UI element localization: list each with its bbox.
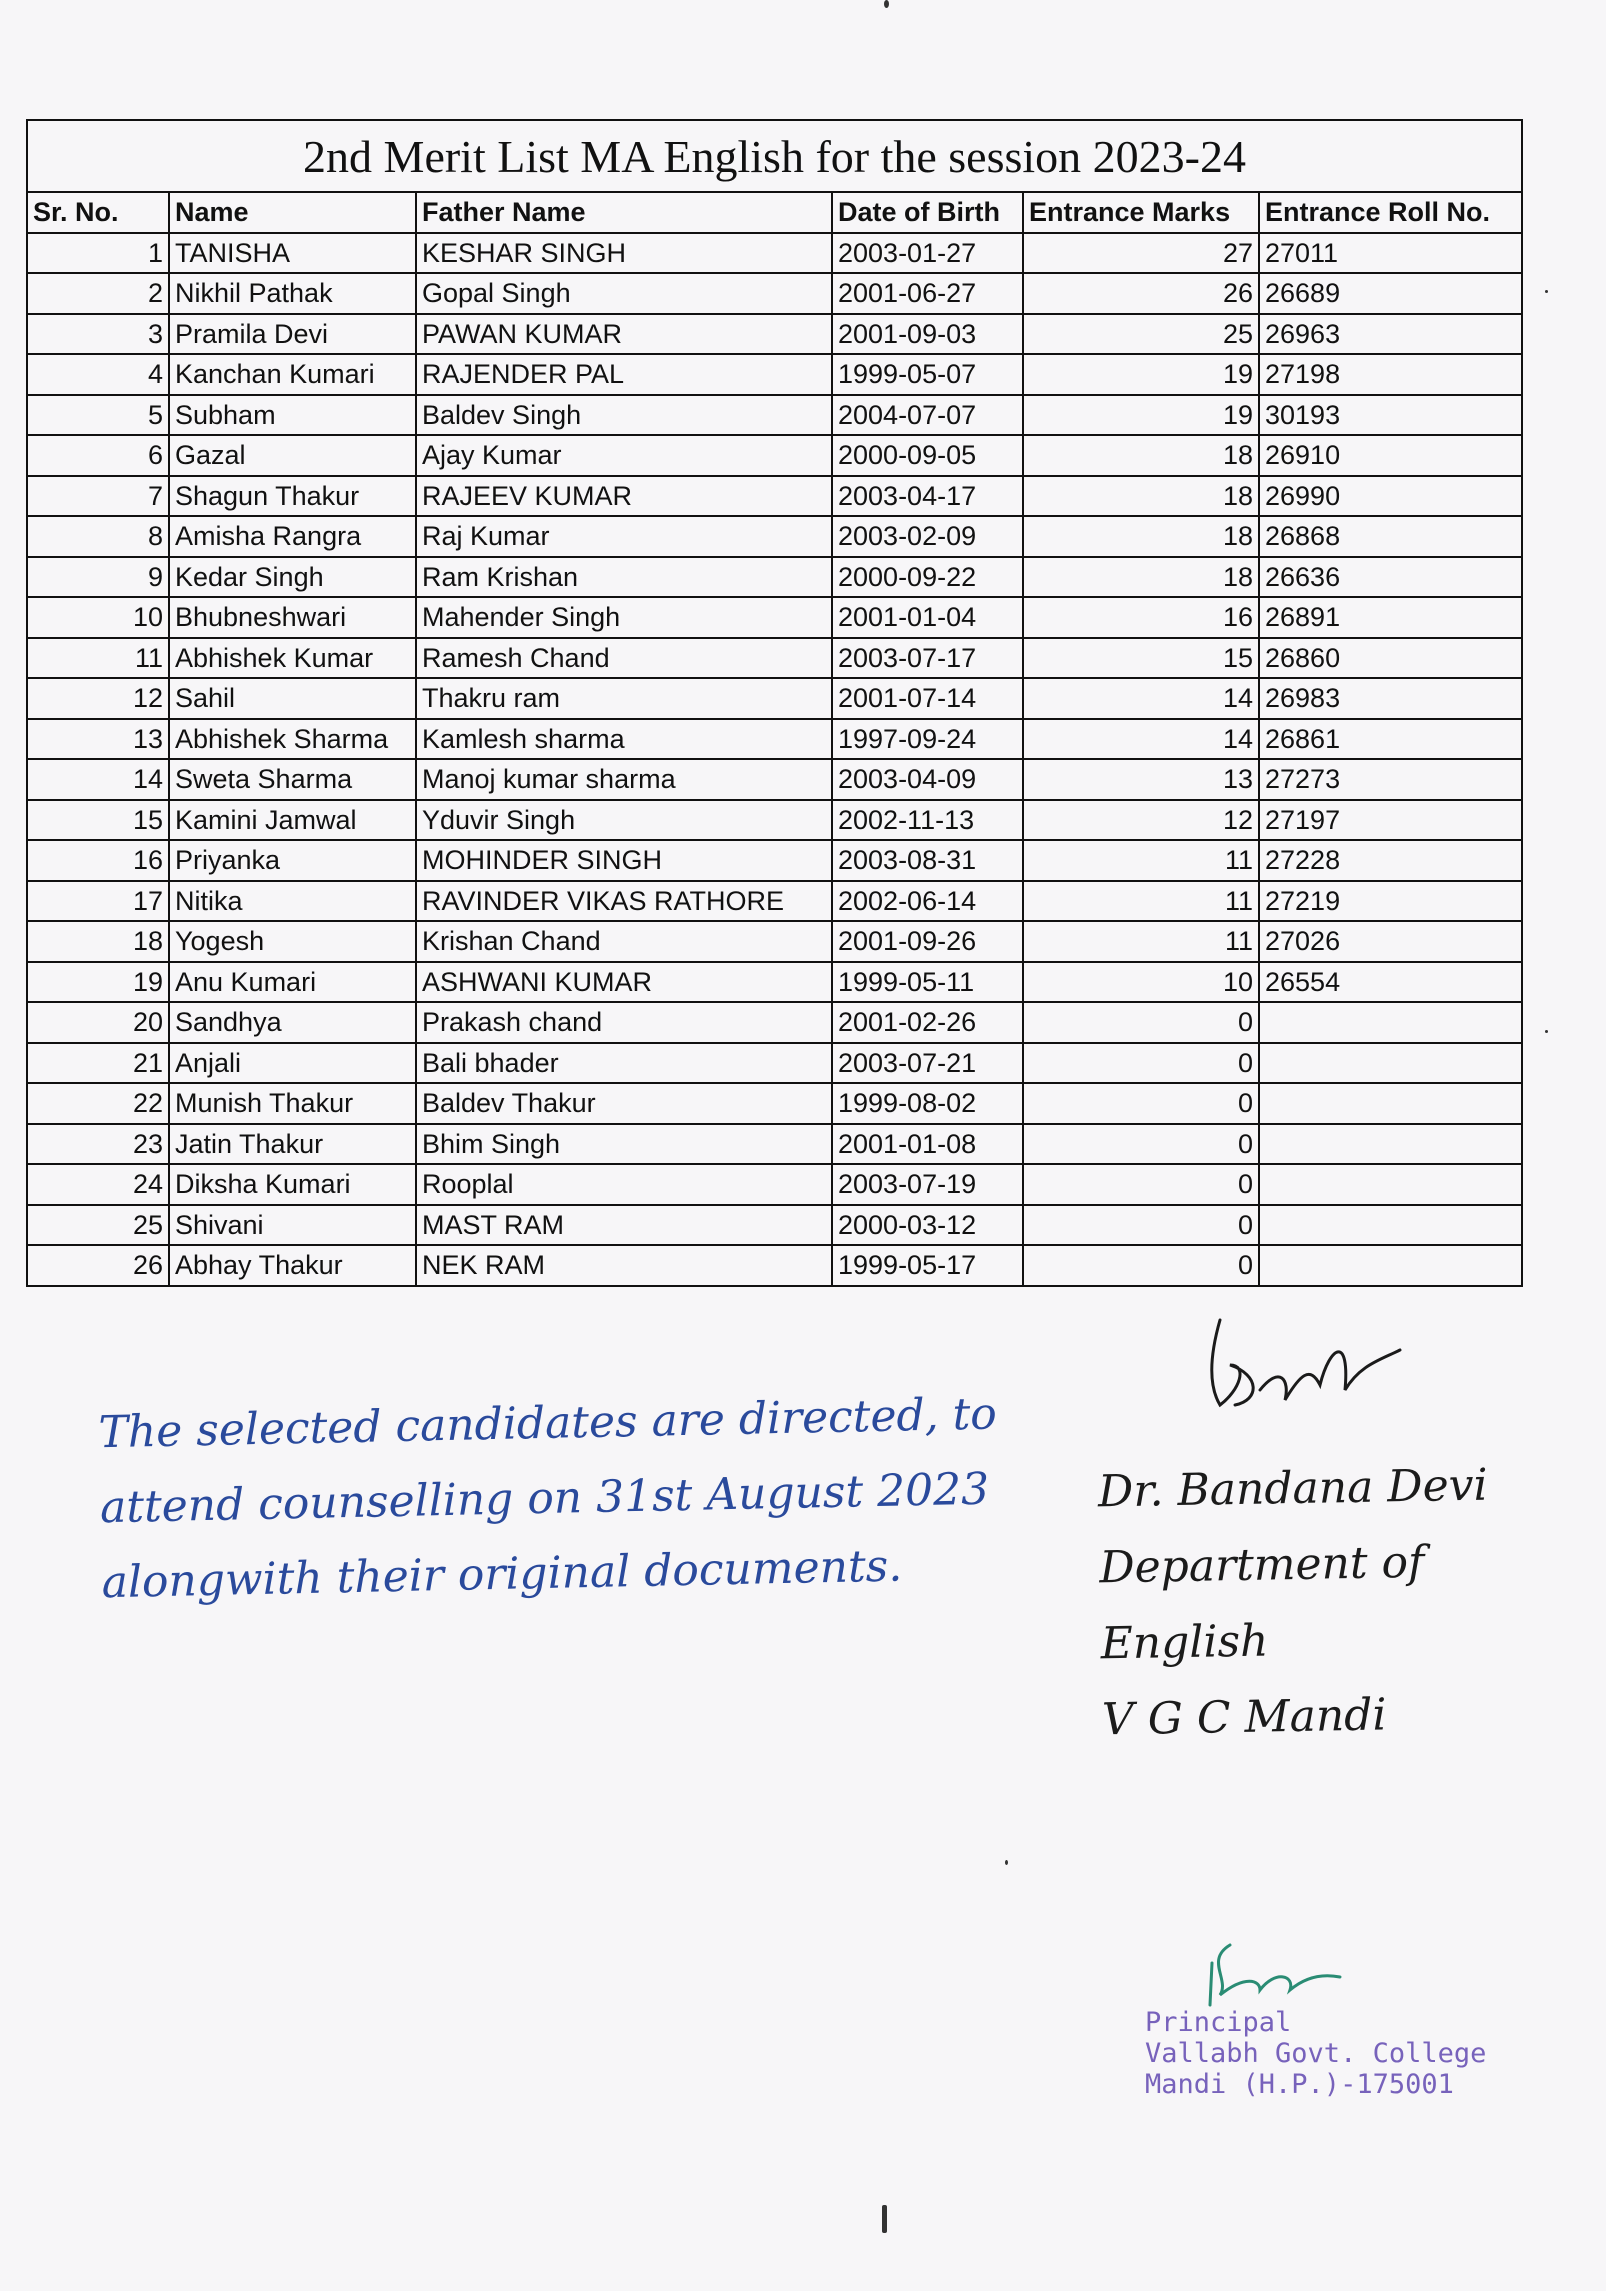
table-row: [27, 314, 1522, 355]
table-row: [27, 1124, 1522, 1165]
cell-entrance-marks: 0: [1023, 1124, 1259, 1165]
cell-entrance-roll-no: [1259, 1083, 1522, 1124]
cell-sr-no: 14: [27, 759, 169, 800]
cell-entrance-marks: 26: [1023, 273, 1259, 314]
note-line: attend counselling on 31st August 2023: [99, 1463, 990, 1534]
merit-list-table: [26, 119, 1523, 1287]
cell-name: Anjali: [169, 1043, 416, 1084]
cell-name: Kedar Singh: [169, 557, 416, 598]
cell-entrance-roll-no: 26860: [1259, 638, 1522, 679]
table-row: [27, 597, 1522, 638]
signatory-name: Dr. Bandana Devi: [1097, 1459, 1488, 1518]
cell-name: Shagun Thakur: [169, 476, 416, 517]
cell-sr-no: 22: [27, 1083, 169, 1124]
hod-signature: [1200, 1305, 1410, 1425]
cell-entrance-marks: 18: [1023, 476, 1259, 517]
col-header-entrance-marks: Entrance Marks: [1023, 192, 1259, 233]
col-header-name: Name: [169, 192, 416, 233]
cell-entrance-marks: 18: [1023, 516, 1259, 557]
table-row: [27, 354, 1522, 395]
cell-sr-no: 7: [27, 476, 169, 517]
table-row: [27, 1245, 1522, 1286]
principal-stamp: [1145, 2007, 1486, 2100]
cell-sr-no: 26: [27, 1245, 169, 1286]
cell-entrance-marks: 15: [1023, 638, 1259, 679]
table-row: [27, 435, 1522, 476]
page-title: 2nd Merit List MA English for the session 2023-24: [27, 120, 1522, 192]
cell-father-name: Baldev Thakur: [416, 1083, 832, 1124]
cell-entrance-roll-no: 26861: [1259, 719, 1522, 760]
merit-list-sheet: [26, 119, 1521, 1287]
cell-entrance-marks: 12: [1023, 800, 1259, 841]
cell-name: Sandhya: [169, 1002, 416, 1043]
cell-sr-no: 18: [27, 921, 169, 962]
cell-name: Pramila Devi: [169, 314, 416, 355]
cell-father-name: NEK RAM: [416, 1245, 832, 1286]
cell-entrance-roll-no: 27273: [1259, 759, 1522, 800]
handwritten-note: [98, 1375, 1082, 1620]
cell-father-name: ASHWANI KUMAR: [416, 962, 832, 1003]
scan-speck: [1545, 290, 1548, 293]
cell-entrance-marks: 11: [1023, 840, 1259, 881]
cell-entrance-roll-no: 26891: [1259, 597, 1522, 638]
cell-father-name: Ram Krishan: [416, 557, 832, 598]
cell-father-name: Mahender Singh: [416, 597, 832, 638]
table-row: [27, 1205, 1522, 1246]
cell-sr-no: 4: [27, 354, 169, 395]
col-header-entrance-roll-no: Entrance Roll No.: [1259, 192, 1522, 233]
cell-name: Abhishek Sharma: [169, 719, 416, 760]
cell-father-name: Gopal Singh: [416, 273, 832, 314]
cell-name: Kamini Jamwal: [169, 800, 416, 841]
cell-entrance-roll-no: 27198: [1259, 354, 1522, 395]
cell-entrance-roll-no: 26689: [1259, 273, 1522, 314]
cell-sr-no: 15: [27, 800, 169, 841]
cell-date-of-birth: 2001-02-26: [832, 1002, 1023, 1043]
cell-entrance-roll-no: [1259, 1164, 1522, 1205]
signatory-college: V G C Mandi: [1101, 1689, 1387, 1746]
cell-date-of-birth: 2003-07-17: [832, 638, 1023, 679]
cell-name: Amisha Rangra: [169, 516, 416, 557]
header-row: [27, 192, 1522, 233]
cell-date-of-birth: 2001-09-03: [832, 314, 1023, 355]
cell-entrance-marks: 14: [1023, 719, 1259, 760]
cell-date-of-birth: 1999-05-07: [832, 354, 1023, 395]
cell-name: Jatin Thakur: [169, 1124, 416, 1165]
principal-signature: [1200, 1935, 1350, 2015]
cell-sr-no: 11: [27, 638, 169, 679]
cell-name: Abhay Thakur: [169, 1245, 416, 1286]
cell-sr-no: 5: [27, 395, 169, 436]
cell-sr-no: 12: [27, 678, 169, 719]
cell-father-name: RAVINDER VIKAS RATHORE: [416, 881, 832, 922]
cell-name: Nikhil Pathak: [169, 273, 416, 314]
cell-entrance-roll-no: [1259, 1043, 1522, 1084]
scan-speck: [1545, 1030, 1548, 1033]
cell-entrance-roll-no: 26910: [1259, 435, 1522, 476]
cell-sr-no: 3: [27, 314, 169, 355]
hod-signature-block: [1097, 1446, 1606, 1759]
cell-entrance-marks: 25: [1023, 314, 1259, 355]
cell-entrance-marks: 27: [1023, 233, 1259, 274]
cell-date-of-birth: 2003-04-09: [832, 759, 1023, 800]
col-header-father-name: Father Name: [416, 192, 832, 233]
cell-entrance-marks: 18: [1023, 435, 1259, 476]
cell-father-name: Prakash chand: [416, 1002, 832, 1043]
cell-father-name: Bhim Singh: [416, 1124, 832, 1165]
table-row: [27, 1043, 1522, 1084]
cell-entrance-roll-no: 27026: [1259, 921, 1522, 962]
cell-entrance-roll-no: 26990: [1259, 476, 1522, 517]
cell-entrance-marks: 16: [1023, 597, 1259, 638]
cell-date-of-birth: 2000-09-22: [832, 557, 1023, 598]
cell-name: Diksha Kumari: [169, 1164, 416, 1205]
cell-date-of-birth: 2002-11-13: [832, 800, 1023, 841]
table-row: [27, 719, 1522, 760]
cell-entrance-roll-no: 26554: [1259, 962, 1522, 1003]
cell-date-of-birth: 2000-09-05: [832, 435, 1023, 476]
cell-father-name: Krishan Chand: [416, 921, 832, 962]
cell-father-name: Kamlesh sharma: [416, 719, 832, 760]
cell-date-of-birth: 2000-03-12: [832, 1205, 1023, 1246]
cell-entrance-marks: 19: [1023, 395, 1259, 436]
table-row: [27, 233, 1522, 274]
table-row: [27, 759, 1522, 800]
col-header-sr-no: Sr. No.: [27, 192, 169, 233]
cell-name: Anu Kumari: [169, 962, 416, 1003]
cell-name: Gazal: [169, 435, 416, 476]
cell-name: Shivani: [169, 1205, 416, 1246]
note-line: alongwith their original documents.: [101, 1540, 903, 1609]
cell-father-name: RAJENDER PAL: [416, 354, 832, 395]
stamp-line: Mandi (H.P.)-175001: [1145, 2069, 1454, 2100]
title-row: [27, 120, 1522, 192]
cell-entrance-roll-no: 26983: [1259, 678, 1522, 719]
cell-entrance-marks: 11: [1023, 881, 1259, 922]
cell-entrance-roll-no: 27228: [1259, 840, 1522, 881]
cell-date-of-birth: 2001-07-14: [832, 678, 1023, 719]
table-row: [27, 881, 1522, 922]
cell-entrance-marks: 18: [1023, 557, 1259, 598]
cell-name: Yogesh: [169, 921, 416, 962]
cell-entrance-roll-no: 26963: [1259, 314, 1522, 355]
cell-sr-no: 10: [27, 597, 169, 638]
cell-name: Kanchan Kumari: [169, 354, 416, 395]
cell-father-name: Thakru ram: [416, 678, 832, 719]
cell-date-of-birth: 1999-05-17: [832, 1245, 1023, 1286]
cell-father-name: Manoj kumar sharma: [416, 759, 832, 800]
cell-entrance-marks: 13: [1023, 759, 1259, 800]
cell-date-of-birth: 2002-06-14: [832, 881, 1023, 922]
cell-name: Priyanka: [169, 840, 416, 881]
cell-date-of-birth: 2003-07-21: [832, 1043, 1023, 1084]
cell-sr-no: 21: [27, 1043, 169, 1084]
cell-father-name: MAST RAM: [416, 1205, 832, 1246]
cell-date-of-birth: 2001-09-26: [832, 921, 1023, 962]
cell-sr-no: 6: [27, 435, 169, 476]
stamp-line: Vallabh Govt. College: [1145, 2038, 1487, 2069]
cell-date-of-birth: 2003-07-19: [832, 1164, 1023, 1205]
scan-speck: [1005, 1860, 1008, 1865]
cell-entrance-marks: 14: [1023, 678, 1259, 719]
col-header-date-of-birth: Date of Birth: [832, 192, 1023, 233]
cell-sr-no: 23: [27, 1124, 169, 1165]
cell-sr-no: 24: [27, 1164, 169, 1205]
scan-speck: [884, 0, 889, 8]
table-row: [27, 1002, 1522, 1043]
cell-name: Abhishek Kumar: [169, 638, 416, 679]
cell-entrance-marks: 0: [1023, 1205, 1259, 1246]
cell-entrance-roll-no: 26868: [1259, 516, 1522, 557]
cell-entrance-marks: 0: [1023, 1002, 1259, 1043]
cell-father-name: Bali bhader: [416, 1043, 832, 1084]
table-row: [27, 476, 1522, 517]
cell-father-name: Ajay Kumar: [416, 435, 832, 476]
cell-name: Sahil: [169, 678, 416, 719]
cell-entrance-roll-no: [1259, 1002, 1522, 1043]
cell-father-name: Raj Kumar: [416, 516, 832, 557]
cell-sr-no: 20: [27, 1002, 169, 1043]
cell-entrance-roll-no: [1259, 1124, 1522, 1165]
cell-entrance-roll-no: 30193: [1259, 395, 1522, 436]
table-row: [27, 638, 1522, 679]
cell-name: Nitika: [169, 881, 416, 922]
cell-entrance-roll-no: 26636: [1259, 557, 1522, 598]
cell-date-of-birth: 2001-06-27: [832, 273, 1023, 314]
cell-date-of-birth: 2001-01-08: [832, 1124, 1023, 1165]
cell-father-name: MOHINDER SINGH: [416, 840, 832, 881]
cell-name: TANISHA: [169, 233, 416, 274]
scan-speck: [882, 2205, 887, 2233]
cell-date-of-birth: 2004-07-07: [832, 395, 1023, 436]
cell-sr-no: 1: [27, 233, 169, 274]
cell-name: Sweta Sharma: [169, 759, 416, 800]
cell-date-of-birth: 1997-09-24: [832, 719, 1023, 760]
table-row: [27, 1083, 1522, 1124]
cell-father-name: Ramesh Chand: [416, 638, 832, 679]
table-row: [27, 962, 1522, 1003]
cell-entrance-roll-no: 27197: [1259, 800, 1522, 841]
cell-entrance-marks: 10: [1023, 962, 1259, 1003]
cell-father-name: KESHAR SINGH: [416, 233, 832, 274]
cell-sr-no: 13: [27, 719, 169, 760]
table-row: [27, 1164, 1522, 1205]
cell-entrance-roll-no: [1259, 1205, 1522, 1246]
cell-father-name: Yduvir Singh: [416, 800, 832, 841]
cell-father-name: PAWAN KUMAR: [416, 314, 832, 355]
cell-sr-no: 8: [27, 516, 169, 557]
table-row: [27, 557, 1522, 598]
cell-entrance-marks: 0: [1023, 1083, 1259, 1124]
cell-sr-no: 17: [27, 881, 169, 922]
table-row: [27, 800, 1522, 841]
cell-sr-no: 2: [27, 273, 169, 314]
cell-date-of-birth: 2003-08-31: [832, 840, 1023, 881]
cell-entrance-marks: 0: [1023, 1043, 1259, 1084]
cell-entrance-marks: 19: [1023, 354, 1259, 395]
cell-name: Bhubneshwari: [169, 597, 416, 638]
cell-name: Subham: [169, 395, 416, 436]
cell-date-of-birth: 1999-08-02: [832, 1083, 1023, 1124]
cell-date-of-birth: 2003-02-09: [832, 516, 1023, 557]
cell-date-of-birth: 1999-05-11: [832, 962, 1023, 1003]
cell-sr-no: 25: [27, 1205, 169, 1246]
cell-sr-no: 19: [27, 962, 169, 1003]
cell-name: Munish Thakur: [169, 1083, 416, 1124]
cell-entrance-roll-no: [1259, 1245, 1522, 1286]
stamp-line: Principal: [1145, 2007, 1292, 2038]
cell-father-name: Rooplal: [416, 1164, 832, 1205]
cell-father-name: Baldev Singh: [416, 395, 832, 436]
cell-sr-no: 16: [27, 840, 169, 881]
cell-entrance-marks: 0: [1023, 1245, 1259, 1286]
table-row: [27, 840, 1522, 881]
cell-entrance-marks: 0: [1023, 1164, 1259, 1205]
cell-entrance-roll-no: 27219: [1259, 881, 1522, 922]
cell-father-name: RAJEEV KUMAR: [416, 476, 832, 517]
table-row: [27, 516, 1522, 557]
cell-entrance-roll-no: 27011: [1259, 233, 1522, 274]
table-row: [27, 395, 1522, 436]
cell-date-of-birth: 2003-01-27: [832, 233, 1023, 274]
cell-date-of-birth: 2001-01-04: [832, 597, 1023, 638]
table-row: [27, 678, 1522, 719]
table-row: [27, 921, 1522, 962]
signatory-department: Department of English: [1098, 1536, 1425, 1670]
table-row: [27, 273, 1522, 314]
cell-sr-no: 9: [27, 557, 169, 598]
note-line: The selected candidates are directed, to: [98, 1388, 998, 1459]
cell-date-of-birth: 2003-04-17: [832, 476, 1023, 517]
cell-entrance-marks: 11: [1023, 921, 1259, 962]
